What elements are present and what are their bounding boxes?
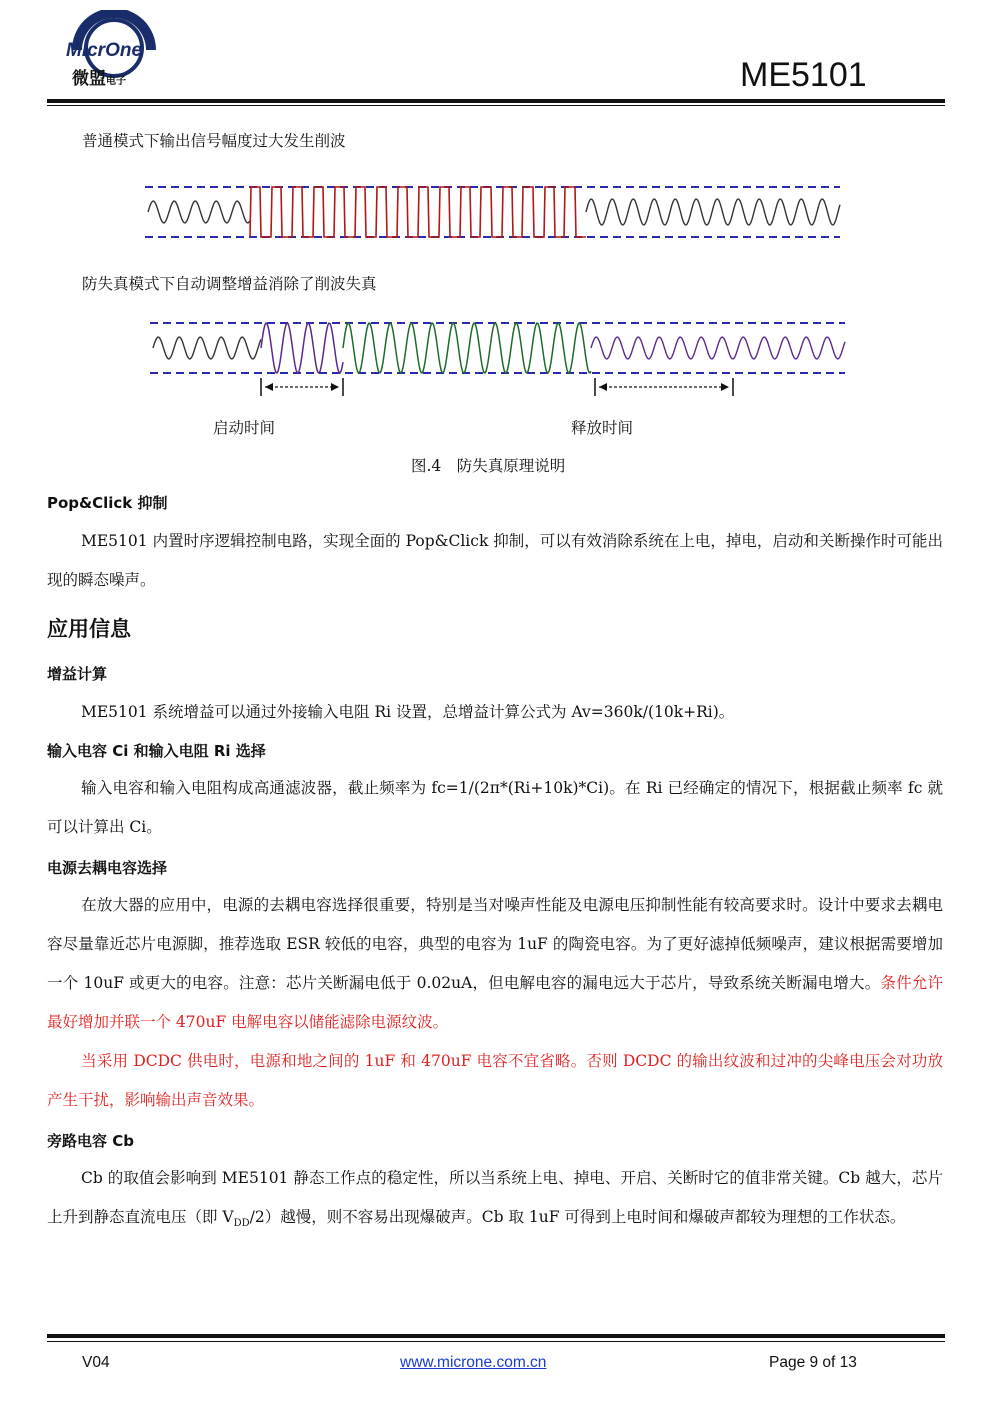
anticlip-waveform: [145, 316, 855, 400]
figure-caption: 图.4 防失真原理说明: [411, 457, 566, 475]
paragraph-popclick: ME5101 内置时序逻辑控制电路，实现全面的 Pop&Click 抑制，可以有效消除系统在上电，掉电，启动和关断操作时可能出现的瞬态噪声。: [47, 532, 943, 589]
logo-text-cn: 微盟电子: [72, 69, 126, 89]
paragraph-dcdc-note: 当采用 DCDC 供电时，电源和地之间的 1uF 和 470uF 电容不宜省略。否则 DCDC 的输出纹波和过冲的尖峰电压会对功放产生干扰，影响输出声音效果。: [47, 1052, 943, 1109]
paragraph-cb: Cb 的取值会影响到 ME5101 静态工作点的稳定性，所以当系统上电、掉电、开启、关断时它的值非常关键。Cb 越大，芯片上升到静态直流电压（即 $V_{DD}/2$）越慢，则不容易出现爆破声。Cb 取 1uF 可得到上电时间和爆破声都较为理想的工作状态。: [47, 1169, 943, 1230]
paragraph-gain: ME5101 系统增益可以通过外接输入电阻 Ri 设置，总增益计算公式为 Av=360k/(10k+Ri)。: [81, 703, 735, 721]
header-rule: [47, 99, 945, 103]
section-title-app-info: 应用信息: [47, 617, 131, 641]
document-title: ME5101: [740, 56, 867, 94]
footer-rule-thin: [47, 1341, 945, 1342]
section-title-gain: 增益计算: [47, 665, 108, 683]
caption-anticlip: 防失真模式下自动调整增益消除了削波失真: [82, 275, 377, 293]
clipping-waveform: [140, 180, 850, 244]
paragraph-ci: 输入电容和输入电阻构成高通滤波器，截止频率为 fc=1/(2π*(Ri+10k)*Ci)。在 Ri 已经确定的情况下，根据截止频率 fc 就可以计算出 Ci。: [47, 779, 943, 836]
section-title-ci: 输入电容 Ci 和输入电阻 Ri 选择: [47, 742, 266, 760]
label-release-time: 释放时间: [571, 419, 634, 437]
section-title-decap: 电源去耦电容选择: [47, 859, 168, 877]
label-attack-time: 启动时间: [213, 419, 276, 437]
logo-text-en: MicrOne: [66, 40, 143, 61]
footer-url[interactable]: [400, 1354, 546, 1372]
section-title-popclick: Pop&Click 抑制: [47, 494, 168, 512]
paragraph-decap: 在放大器的应用中，电源的去耦电容选择很重要，特别是当对噪声性能及电源电压抑制性能有较高要求时。设计中要求去耦电容尽量靠近芯片电源脚，推荐选取 ESR 较低的电容，典型的电容为 1uF 的陶瓷电容。为了更好滤掉低频噪声，建议根据需要增加一个 10uF 或更大的电容。注意：芯片关断漏电低于 0.02uA，但电解电容的漏电远大于芯片，导致系统关断漏电增大。条件允许最好增加并联一个 470uF 电解电容以储能滤除电源纹波。: [47, 896, 943, 1031]
footer-page-number: Page 9 of 13: [769, 1354, 857, 1371]
decap-note-red: 条件允许最好增加并联一个 470uF 电解电容以储能滤除电源纹波。: [47, 974, 943, 1031]
caption-clipping: 普通模式下输出信号幅度过大发生削波: [82, 132, 346, 150]
section-title-cb: 旁路电容 Cb: [47, 1132, 134, 1150]
footer-rule: [47, 1334, 945, 1338]
footer-url-link[interactable]: www.microne.com.cn: [400, 1354, 547, 1371]
header-rule-thin: [47, 105, 945, 106]
footer-version: V04: [82, 1354, 110, 1371]
